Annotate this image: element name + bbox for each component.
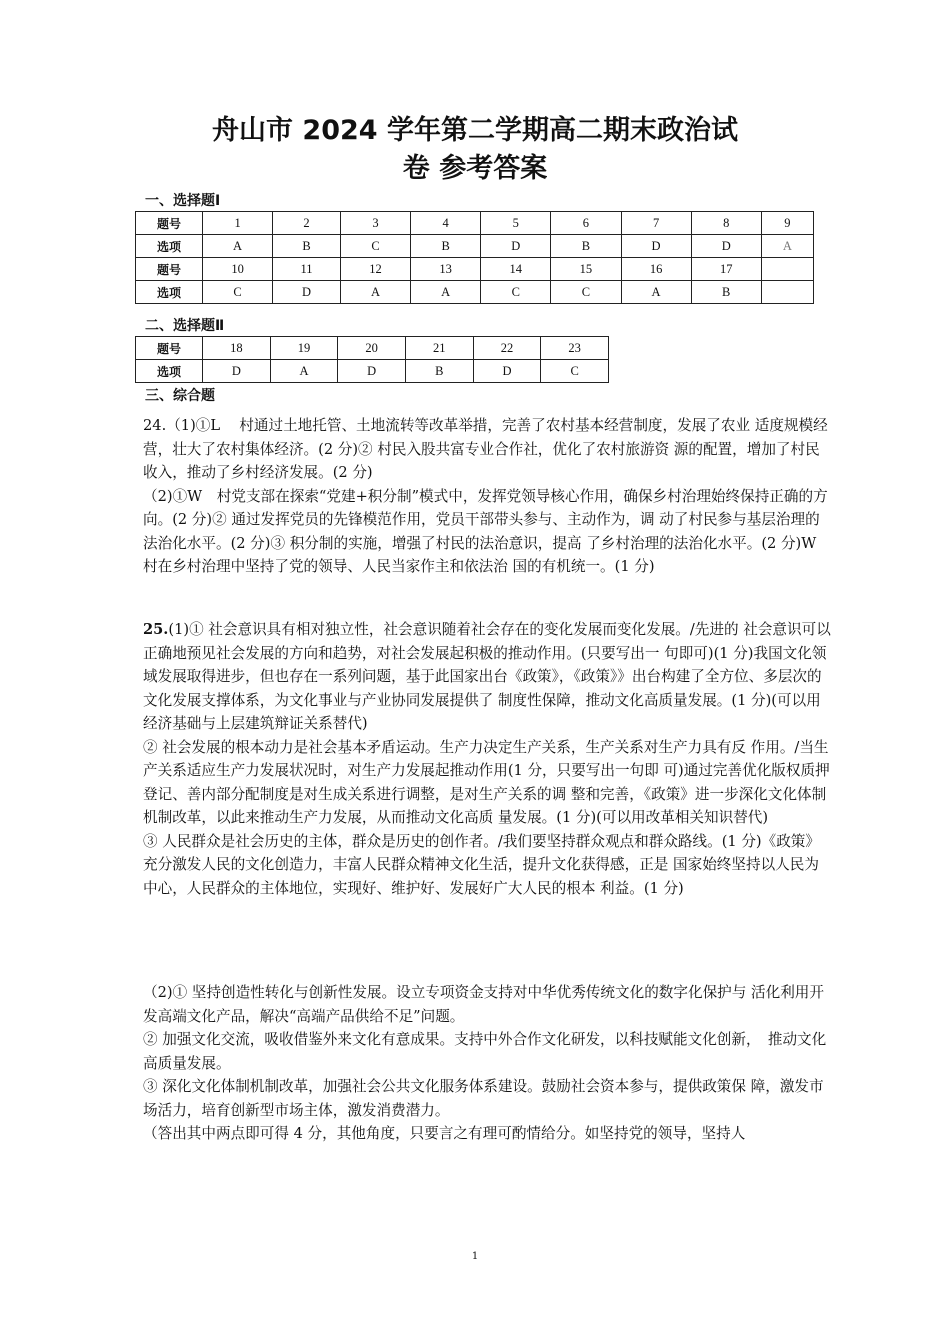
table-cell: C: [481, 281, 551, 304]
table-cell: 23: [541, 337, 609, 360]
table-cell: C: [340, 235, 410, 258]
answer-25-part-2-point-1: （2)① 坚持创造性转化与创新性发展。设立专项资金支持对中华优秀传统文化的数字化保护与 活化利用开发高端文化产品，解决“高端产品供给不足”问题。: [143, 984, 824, 1025]
table-cell: 20: [338, 337, 406, 360]
table-cell: D: [338, 360, 406, 383]
table-cell: 2: [273, 212, 341, 235]
table-cell: 15: [551, 258, 621, 281]
table-row: [136, 360, 609, 383]
table-cell: D: [481, 235, 551, 258]
answer-24-part-2: （2)①W 村党支部在探索“党建+积分制”模式中，发挥党领导核心作用，确保乡村治理始终保持正确的方向。(2 分)② 通过发挥党员的先锋模范作用，党员干部带头参与、主动作为，调 动了村民参与基层治理的法治化水平。(2 分)③ 积分制的实施，增强了村民的法治意识，提高 了乡村治理的法治化水平。(2 分)W 村在乡村治理中坚持了党的领导、人民当家作主和依法治 国的有机统一。(1 分): [143, 487, 828, 575]
table-cell: [761, 281, 813, 304]
table-cell: A: [411, 281, 481, 304]
table-cell: C: [541, 360, 609, 383]
table-cell: 题号: [136, 337, 203, 360]
answer-25: [143, 618, 833, 900]
section-heading-comprehensive: 三、综合题: [145, 388, 215, 404]
table-row: [136, 281, 814, 304]
table-cell: 13: [411, 258, 481, 281]
title-line-1: 舟山市 2024 学年第二学期高二期末政治试: [212, 115, 738, 146]
table-cell: 10: [203, 258, 273, 281]
table-cell: B: [691, 281, 761, 304]
section-heading-choice-2: 二、选择题Ⅱ: [145, 318, 225, 334]
answer-table-1: [135, 211, 814, 304]
table-cell: 12: [340, 258, 410, 281]
table-cell: A: [761, 235, 813, 258]
table-cell: D: [691, 235, 761, 258]
table-cell: A: [621, 281, 691, 304]
answer-25-part-2: [143, 981, 833, 1146]
table-cell: D: [203, 360, 271, 383]
table-cell: 9: [761, 212, 813, 235]
table-cell: A: [270, 360, 338, 383]
section-heading-choice-1: 一、选择题Ⅰ: [145, 193, 221, 209]
table-cell: 选项: [136, 360, 203, 383]
table-cell: 题号: [136, 212, 203, 235]
table-cell: 7: [621, 212, 691, 235]
table-cell: 22: [473, 337, 541, 360]
table-cell: 题号: [136, 258, 203, 281]
table-cell: D: [473, 360, 541, 383]
table-cell: 17: [691, 258, 761, 281]
table-cell: [761, 258, 813, 281]
table-cell: B: [273, 235, 341, 258]
table-cell: A: [340, 281, 410, 304]
table-cell: 4: [411, 212, 481, 235]
answer-25-part-2-point-3: ③ 深化文化体制机制改革，加强社会公共文化服务体系建设。鼓励社会资本参与，提供政策保 障，激发市场活力，培育创新型市场主体，激发消费潜力。: [143, 1078, 824, 1119]
table-cell: C: [203, 281, 273, 304]
table-row: [136, 258, 814, 281]
table-cell: 5: [481, 212, 551, 235]
table-cell: 选项: [136, 281, 203, 304]
table-cell: D: [273, 281, 341, 304]
table-cell: D: [621, 235, 691, 258]
answer-24: [143, 414, 833, 579]
question-number: 25.: [143, 621, 169, 638]
table-cell: 14: [481, 258, 551, 281]
table-cell: B: [551, 235, 621, 258]
table-cell: 19: [270, 337, 338, 360]
table-row: [136, 235, 814, 258]
table-cell: 1: [203, 212, 273, 235]
answer-table-2: [135, 336, 609, 383]
table-cell: B: [411, 235, 481, 258]
answer-25-part-1-point-1: [143, 618, 833, 736]
table-cell: 18: [203, 337, 271, 360]
answer-25-part-2-point-2: ② 加强文化交流，吸收借鉴外来文化有意成果。支持中外合作文化研发，以科技赋能文化创新， 推动文化高质量发展。: [143, 1031, 827, 1072]
table-cell: 16: [621, 258, 691, 281]
page-number: 1: [471, 1251, 479, 1262]
answer-25-part-1-point-2: ② 社会发展的根本动力是社会基本矛盾运动。生产力决定生产关系，生产关系对生产力具有反 作用。/当生产关系适应生产力发展状况时，对生产力发展起推动作用(1 分，只要写出一句即 可)通过完善优化版权质押登记、善内部分配制度是对生成关系进行调整，是对生产关系的调 整和完善，《政策》进一步深化文化体制机制改革，以此来推动生产力发展，从而推动文化高质 量发展。(1 分)(可以用改革相关知识替代): [143, 738, 830, 826]
answer-24-part-1: 24.（1)①L 村通过土地托管、土地流转等改革举措，完善了农村基本经营制度，发展了农业 适度规模经营，壮大了农村集体经济。(2 分)② 村民入股共富专业合作社，优化了农村旅游资 源的配置，增加了村民收入，推动了乡村经济发展。(2 分): [143, 417, 828, 481]
table-cell: 21: [405, 337, 473, 360]
table-row: [136, 212, 814, 235]
table-cell: 选项: [136, 235, 203, 258]
table-cell: B: [405, 360, 473, 383]
answer-25-scoring-note: （答出其中两点即可得 4 分，其他角度，只要言之有理可酌情给分。如坚持党的领导，坚持人: [143, 1125, 746, 1142]
table-cell: 8: [691, 212, 761, 235]
table-row: [136, 337, 609, 360]
table-cell: 11: [273, 258, 341, 281]
table-cell: C: [551, 281, 621, 304]
title-line-2: 卷 参考答案: [402, 153, 548, 184]
table-cell: 6: [551, 212, 621, 235]
table-cell: 3: [340, 212, 410, 235]
answer-text: (1)① 社会意识具有相对独立性，社会意识随着社会存在的变化发展而变化发展。/先进的 社会意识可以正确地预见社会发展的方向和趋势，对社会发展起积极的推动作用。(只要写出一 句即可)(1 分)我国文化领域发展取得进步，但也存在一系列问题，基于此国家出台《政策》，《政策》》出台构建了全方位、多层次的文化发展支撑体系，为文化事业与产业协同发展提供了 制度性保障，推动文化高质量发展。(1 分)(可以用经济基础与上层建筑辩证关系替代): [143, 621, 831, 732]
answer-25-part-1-point-3: ③ 人民群众是社会历史的主体，群众是历史的创作者。/我们要坚持群众观点和群众路线。(1 分)《政策》充分激发人民的文化创造力，丰富人民群众精神文化生活，提升文化获得感，正是 国家始终坚持以人民为中心，人民群众的主体地位，实现好、维护好、发展好广大人民的根本 利益。(1 分): [143, 832, 820, 897]
table-cell: A: [203, 235, 273, 258]
